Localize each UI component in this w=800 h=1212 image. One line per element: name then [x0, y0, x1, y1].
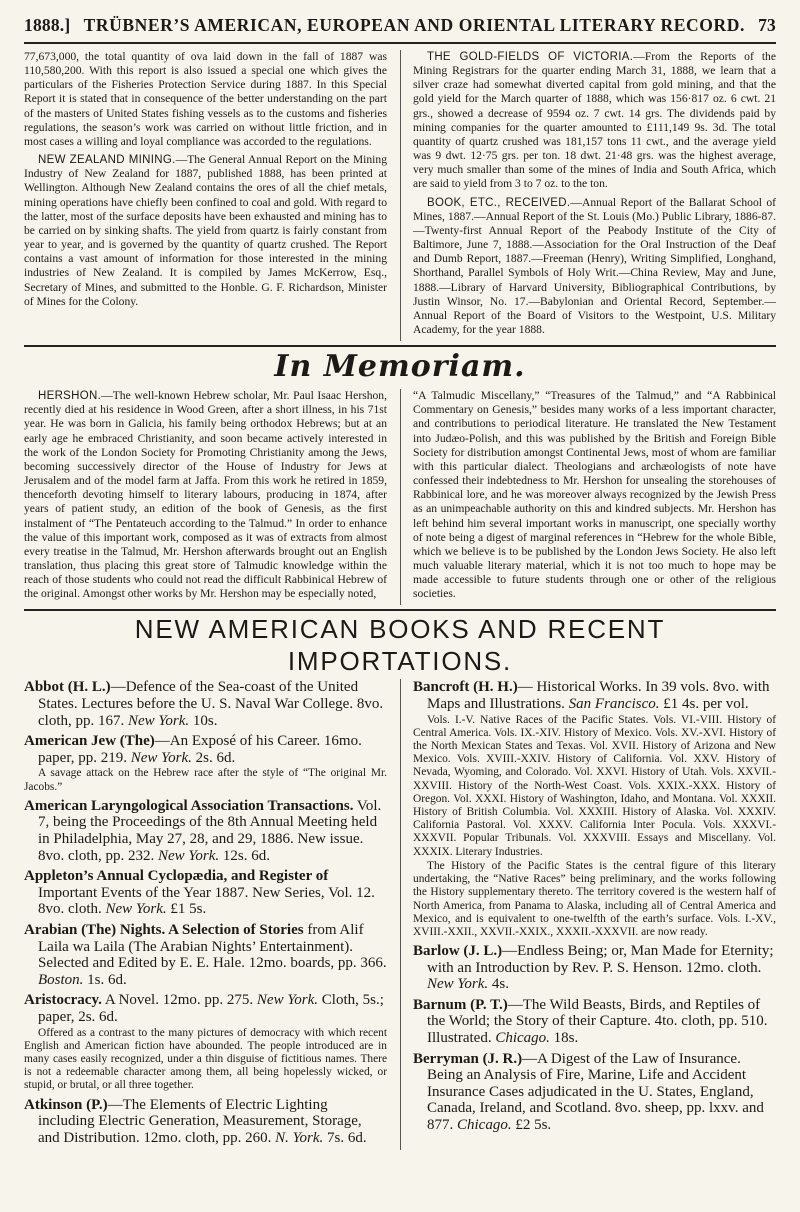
- book-entry-citation: [24, 922, 387, 988]
- book-title: —Defence of the Sea-coast of the United States. Lectures before the U. S. Naval War College. 8vo. cloth, pp. 167.: [38, 679, 384, 729]
- top-left-column: [24, 50, 387, 341]
- book-entry: [24, 733, 387, 794]
- new-books-heading: NEW AMERICAN BOOKS AND RECENT IMPORTATIONS.: [134, 614, 666, 677]
- book-annotation: Offered as a contrast to the many pictures of democracy with which recent English and American fiction have abounded. The people introduced are in many cases easily recognized, under a thin disguise of fictitious names. There is not a redeemable character among them, all being hopelessly wicked, or stupid, or brutal, or all three together.: [24, 1026, 387, 1092]
- book-place: New York.: [105, 901, 167, 918]
- hershon-text: —The well-known Hebrew scholar, Mr. Paul Isaac Hershon, recently died at his residence in Wood Green, after a short illness, in his 71st year. He was born in Galicia, his family being orthodox Hebrews; but at an early age he embraced Christianity, and soon became actively interested in the work of the London Society for Promoting Christianity among the Jews, becoming successively director of the House of Industry for Jews at Jerusalem and of the model farm at Jaffa. From this work he retired in 1859, thenceforth devoting himself to literary labours, producing in 1874, after years of patient study, an edition of the book of Genesis, as the first instalment of “The Pentateuch according to the Talmud.” In order to enhance the value of this important work, composed as it was of extracts from almost every treatise in the Talmud, Mr. Hershon afterwards brought out an English translation, thus placing this great store of Talmudic knowledge within the reach of those students who could not read the difficult Rabbinical Hebrew of the original. Amongst other works by Mr. Hershon may be especially noted,: [24, 389, 387, 601]
- books-received-text: —Annual Report of the Ballarat School of Mines, 1887.—Annual Report of the St. Louis (Mo.) Public Library, 1886-87.—Twenty-first Annual Report of the Peabody Institute of the City of Baltimore, June 7, 1888.—Association for the Oral Instruction of the Deaf and Dumb Report, 1887.—Freeman (Henry), Writing Simplified, Longhand, Shorthand, Parallel Symbols of Holy Writ.—China Review, May and June, 1888.—Library of Harvard University, Bibliographical Contributions, by Justin Winsor, No. 17.—Babylonian and Oriental Record, September.—Annual Report of the Board of Visitors to the Westpoint, U.S. Military Academy, for the year 1888.: [413, 195, 776, 336]
- book-title: — Historical Works. In 39 vols. 8vo. with Maps and Illustrations.: [427, 679, 770, 713]
- fisheries-paragraph: 77,673,000, the total quantity of ova laid down in the fall of 1887 was 110,580,200. With this report is also issued a special one which gives the particulars of the Fisheries Protection Service during 1887. In this Special Report it is stated that in consequence of the better understanding on the part of the masters of United States fishing vessels as to the customs and fisheries regulations, the season’s work was carried on without little friction, and in most cases a willing and loyal compliance was accorded to the regulations.: [24, 50, 387, 148]
- top-section: [24, 50, 776, 341]
- book-price: 2s. 6d.: [195, 749, 236, 766]
- book-entry-citation: [413, 943, 776, 993]
- book-place: Boston.: [38, 971, 84, 988]
- page-number: 73: [758, 15, 776, 35]
- hershon-heading: HERSHON.: [38, 390, 102, 403]
- book-title: —Endless Being; or, Man Made for Eternity; with an Introduction by Rev. P. S. Henson. 12mo. cloth.: [427, 943, 774, 976]
- book-title: A Novel. 12mo. pp. 275.: [101, 992, 254, 1009]
- book-entry-citation: [24, 798, 387, 864]
- book-author: American Laryngological Association Transactions.: [24, 797, 354, 814]
- books-received-paragraph: [413, 196, 776, 338]
- book-place: Chicago.: [457, 1117, 512, 1134]
- book-place: San Francisco.: [568, 696, 660, 713]
- book-title: —The Elements of Electric Lighting including Electric Generation, Measurement, Storage, and Distribution. 12mo. cloth, pp. 260.: [38, 1096, 362, 1146]
- page: [24, 0, 776, 1150]
- book-place: New York.: [128, 712, 190, 729]
- book-price: £2 5s.: [515, 1117, 552, 1134]
- nz-mining-text: —The General Annual Report on the Mining Industry of New Zealand for 1887, published 1888, has been printed at Wellington. Although New Zealand contains the ores of all the chief metals, mining operations have chiefly been confined to coal and gold. With regard to the latter, most of the surface deposits have been exhausted and mining has to be carried on by sinking shafts. The yield from quartz is fairly constant from year to year, and is governed by the quantity of quartz crushed. The Report contains a vast amount of information for those interested in the mining industries of New Zealand. It is compiled by James McKerrow, Esq., Secretary of Mines, and submitted to the Honble. G. F. Richardson, Minister of Mines for the Colony.: [24, 153, 387, 308]
- memoriam-heading: In Memoriam.: [274, 349, 526, 385]
- header-date: 1888.]: [24, 15, 71, 35]
- book-price: 7s. 6d.: [327, 1129, 367, 1146]
- memoriam-right-column: [413, 389, 776, 605]
- book-title: —A Digest of the Law of Insurance. Being an Analysis of Fire, Marine, Life and Accident Insurance Cases adjudicated in the U. States, England, Canada, Ireland, and Scotland. 8vo. sheep, pp. lxxv. and 877.: [427, 1050, 764, 1134]
- hershon-continued: “A Talmudic Miscellany,” “Treasures of the Talmud,” and “A Rabbinical Commentary on Genesis,” besides many works of a less important character, and contributions to periodical literature. He translated the New Testament into Judæo-Polish, and this was published by the British and Foreign Bible Society for distribution amongst Continental Jews, most of whom are familiar with this particular dialect. Theologians and archæologists of note have confessed their indebtedness to Mr. Hershon for unsealing the storehouses of Rabbinical lore, and he was moreover always recognized by the Jewish Press as an unimpeachable authority on this and kindred subjects. Mr. Hershon has left behind him several important works in manuscript, one specially worthy of note being a digest of marginal references in “Hebrew for the whole Bible, which we believe is to be published by the London Jews Society. He also left much valuable literary material, which it is not too much to hope may be made accessible to future students through one or other of the religious societies.: [413, 389, 776, 601]
- book-title: —The Wild Beasts, Birds, and Reptiles of the World; the Story of their Capture. 4to. cloth, pp. 510. Illustrated.: [427, 996, 768, 1047]
- book-price: 12s. 6d.: [222, 847, 270, 864]
- book-title: Important Events of the Year 1887. New Series, Vol. 12. 8vo. cloth.: [38, 884, 375, 918]
- book-author: Arabian (The) Nights. A Selection of Stories: [24, 922, 304, 938]
- hershon-paragraph: [24, 389, 387, 601]
- victoria-heading: THE GOLD-FIELDS OF VICTORIA.: [427, 51, 634, 63]
- book-author: Barlow (J. L.): [413, 943, 503, 960]
- book-entry-citation: [413, 679, 776, 712]
- memoriam-section: [24, 389, 776, 605]
- book-price: 18s.: [553, 1030, 579, 1047]
- book-author: Atkinson (P.): [24, 1096, 108, 1113]
- book-price: 1s. 6d.: [87, 971, 127, 988]
- book-place: New York.: [158, 847, 220, 864]
- book-author: Abbot (H. L.): [24, 679, 111, 696]
- book-entry-citation: [413, 1051, 776, 1134]
- column-divider: [400, 679, 401, 1150]
- book-annotation: The History of the Pacific States is the central figure of this literary undertaking, the “Native Races” being preliminary, and the works following the History supplementary thereto. The territory covered is the western half of North America, from Panama to Alaska, including all of Central America and Mexico, and is equivalent to one-twelfth of the earth’s surface. Vols. I.-XV., XVIII.-XXII., XXVII.-XXIX., XXXII.-XXXVII. are now ready.: [413, 859, 776, 938]
- top-right-column: [413, 50, 776, 341]
- book-entry: [24, 868, 387, 918]
- book-title: from Alif Laila wa Laila (The Arabian Nights’ Entertainment). Selected and Edited by E. E. Hale. 12mo. boards, pp. 366.: [38, 922, 387, 972]
- new-books-right-column: [413, 679, 776, 1150]
- book-entry: [413, 997, 776, 1047]
- victoria-text: —From the Reports of the Mining Registrars for the quarter ending March 31, 1888, we learn that a silver craze had somewhat diverted capital from gold mining, and that the gold yield for the March quarter of 1888, which was 156·817 oz. 6 cwt. 21 grs., showed a decrease of 9594 oz. 7 cwt. 14 grs. The dividends paid by mining companies for the quarter amounted to £111,149 9s. 3d. The total quantity of quartz crushed was 181,157 tons 11 cwt., and the average yield was 9 dwt. 12·75 grs. per ton. 18 dwt. 21·48 grs. was the highest average, very much smaller than some of the mines of India and South Africa, which are said to yield from 3 to 7 oz. to the ton.: [413, 50, 776, 191]
- book-entry: [24, 922, 387, 988]
- journal-title: TRÜBNER’S AMERICAN, EUROPEAN AND ORIENTAL LITERARY RECORD.: [83, 15, 745, 35]
- nz-mining-paragraph: [24, 153, 387, 309]
- book-author: Barnum (P. T.): [413, 996, 508, 1013]
- book-place: New York.: [130, 749, 192, 766]
- book-entry: [413, 679, 776, 939]
- column-divider: [400, 389, 401, 605]
- book-annotation: A savage attack on the Hebrew race after the style of “The original Mr. Jacobs.”: [24, 767, 387, 793]
- memoriam-left-column: [24, 389, 387, 605]
- book-place: Chicago.: [495, 1030, 550, 1047]
- book-entry: [413, 943, 776, 993]
- book-entry-citation: [24, 1097, 387, 1147]
- book-author: Bancroft (H. H.): [413, 679, 518, 696]
- book-place: New York.: [427, 976, 489, 993]
- book-entry: [413, 1051, 776, 1134]
- book-entry-citation: [24, 992, 387, 1025]
- book-title: Vol. 7, being the Proceedings of the 8th Annual Meeting held in Philadelphia, May 27, 28, and 29, 1886. New issue. 8vo. cloth, pp. 232.: [38, 797, 382, 864]
- running-header: [24, 0, 776, 44]
- new-books-left-column: [24, 679, 387, 1150]
- new-books-section: [24, 679, 776, 1150]
- victoria-paragraph: [413, 50, 776, 192]
- book-title: —An Exposé of his Career. 16mo. paper, pp. 219.: [38, 733, 362, 766]
- books-received-heading: BOOK, ETC., RECEIVED.: [427, 196, 571, 209]
- book-price: £1 4s. per vol.: [663, 696, 749, 713]
- book-price: Cloth, 5s.; paper, 2s. 6d.: [38, 992, 384, 1025]
- section-rule: [24, 345, 776, 347]
- book-price: 10s.: [192, 712, 218, 729]
- book-place: New York.: [256, 992, 319, 1009]
- book-entry-citation: [24, 868, 387, 918]
- book-entry: [24, 798, 387, 864]
- book-entry: [24, 992, 387, 1092]
- book-entry-citation: [24, 679, 387, 729]
- book-author: Berryman (J. R.): [413, 1050, 523, 1067]
- nz-mining-heading: NEW ZEALAND MINING.: [38, 154, 176, 167]
- book-entry: [24, 679, 387, 729]
- book-author: Appleton’s Annual Cyclopædia, and Register of: [24, 868, 329, 885]
- book-author: American Jew (The): [24, 733, 155, 750]
- book-annotation: Vols. I.-V. Native Races of the Pacific States. Vols. VI.-VIII. History of Central America. Vols. IX.-XIV. History of Mexico. Vols. XV.-XVI. History of the North Mexican States and Texas. Vol. XVII. History of Arizona and New Mexico. Vols. XVIII.-XXIV. History of California. Vol. XXV. History of Nevada, Wyoming, and Colorado. Vol. XXVI. History of Utah. Vols. XXVII.-XXVIII. History of the North-West Coast. Vols. XXIX.-XXX. History of Oregon. Vol. XXXI. History of Washington, Idaho, and Montana. Vol. XXXII. History of British Columbia. Vol. XXXIII. History of Alaska. Vol. XXXIV. California Pastoral. Vol. XXXV. California Inter Pocula. Vols. XXXVI.-XXXVII. Popular Tribunals. Vol. XXXVIII. Essays and Miscellany. Vol. XXXIX. Literary Industries.: [413, 713, 776, 858]
- book-price: 4s.: [491, 976, 509, 993]
- book-price: £1 5s.: [170, 901, 207, 918]
- book-author: Aristocracy.: [24, 992, 102, 1009]
- book-entry: [24, 1097, 387, 1147]
- book-entry-citation: [413, 997, 776, 1047]
- column-divider: [400, 50, 401, 341]
- book-place: N. York.: [275, 1129, 324, 1146]
- book-entry-citation: [24, 733, 387, 766]
- section-rule: [24, 609, 776, 611]
